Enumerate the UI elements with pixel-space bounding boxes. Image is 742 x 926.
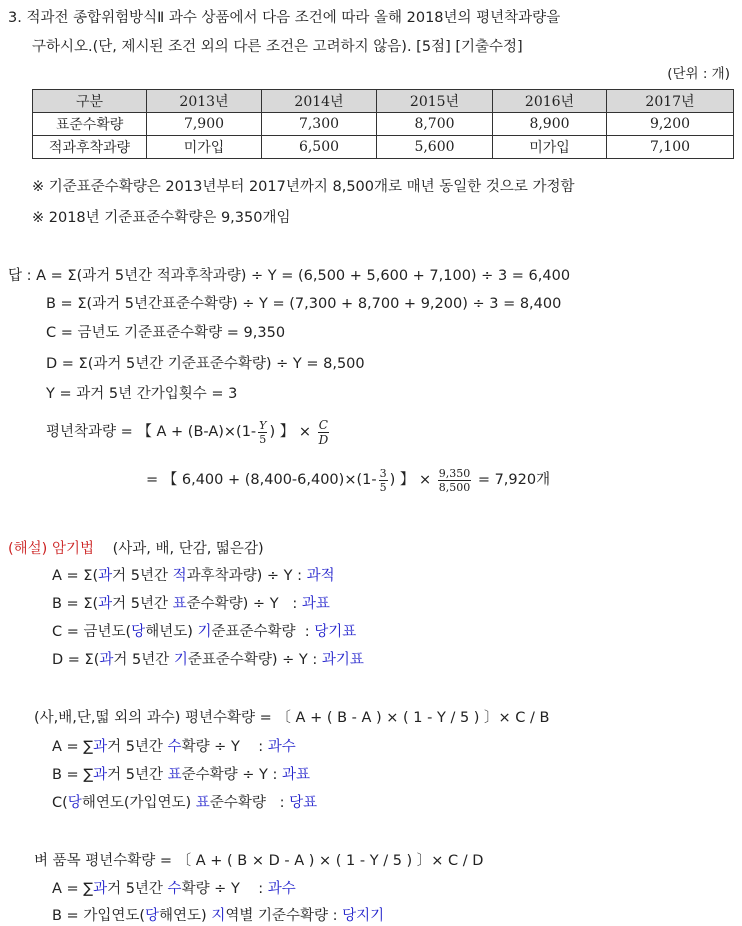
header-cell: 2017년: [607, 90, 734, 113]
section3-line-a: [52, 879, 296, 899]
explain-mid: 거 5년간: [112, 568, 173, 584]
explain-mid: 거 5년간: [107, 739, 168, 755]
answer-line-a: [8, 266, 570, 286]
mnemonic-tag: 과표: [301, 596, 330, 612]
section2-line-c: [52, 793, 317, 813]
highlight-char: 표: [195, 795, 210, 811]
explain-pre: B = ∑: [52, 767, 94, 783]
fraction-numerator: C: [318, 417, 328, 432]
explain-line-b: [52, 594, 330, 614]
header-cell: 2013년: [147, 90, 262, 113]
answer-y: Y = 과거 5년 간가입횟수 = 3: [46, 386, 238, 402]
section3-line-b: [52, 906, 384, 926]
explain-mid: 거 5년간: [107, 881, 168, 897]
unit-label: (단위 : 개): [667, 66, 730, 82]
highlight-char: 지: [211, 908, 226, 924]
highlight-char: 기: [173, 652, 188, 668]
header-cell: 2016년: [493, 90, 607, 113]
explain-pre: A = Σ(: [52, 568, 99, 584]
table-row: [33, 113, 734, 136]
fraction-denominator: D: [318, 432, 329, 447]
fraction-denominator: 5: [379, 480, 387, 494]
note-2: ※ 2018년 기준표준수확량은 9,350개임: [32, 210, 291, 226]
section2-line-a: [52, 737, 296, 757]
explain-mid: 준수확량) ÷ Y :: [186, 596, 302, 612]
question-text-1: 적과전 종합위험방식Ⅱ 과수 상품에서 다음 조건에 따라 올해 2018년의 평년착과량을: [26, 10, 561, 26]
explain-mid: 과후착과량) ÷ Y :: [186, 568, 307, 584]
highlight-char: 당: [67, 795, 82, 811]
section2-title: (사,배,단,떫 외의 과수) 평년수확량 = 〔 A + ( B - A ) × ( 1 - Y / 5 ) 〕× C / B: [34, 710, 550, 726]
mnemonic-tag: 당지기: [342, 908, 385, 924]
note-1: ※ 기준표준수확량은 2013년부터 2017년까지 8,500개로 매년 동일한 것으로 가정함: [32, 179, 575, 195]
explain-line-d: [52, 650, 364, 670]
header-cell: 구분: [33, 90, 147, 113]
highlight-char: 표: [167, 767, 182, 783]
fruit-list: (사과, 배, 단감, 떫은감): [112, 541, 264, 557]
explain-mid: 준수확량 :: [209, 795, 290, 811]
header-cell: 2014년: [262, 90, 377, 113]
fraction-numerator: Y: [259, 418, 267, 432]
explain-mid: 해년도): [145, 624, 198, 640]
mnemonic-tag: 과기표: [321, 652, 364, 668]
explain-mid: 해연도): [159, 908, 212, 924]
explain-mid: 확량 ÷ Y :: [181, 881, 268, 897]
highlight-char: 과: [99, 652, 114, 668]
answer-b: B = Σ(과거 5년간표준수확량) ÷ Y = (7,300 + 8,700 + 9,200) ÷ 3 = 8,400: [46, 296, 562, 312]
mnemonic-tag: 과적: [306, 568, 335, 584]
data-table: [32, 89, 734, 159]
table-cell: 6,500: [262, 136, 377, 159]
table-cell: 7,100: [607, 136, 734, 159]
explain-mid: 준표준수확량 :: [211, 624, 315, 640]
highlight-char: 과: [93, 881, 108, 897]
highlight-char: 수: [167, 739, 182, 755]
question-line-1: [8, 8, 560, 28]
answer-label: 답 :: [8, 268, 32, 284]
explain-mid: 역별 기준수확량 :: [225, 908, 343, 924]
calc-line: [146, 466, 550, 494]
explain-mid: 거 5년간: [113, 652, 174, 668]
fraction-3-over-5: [379, 468, 388, 493]
row-label: 적과후착과량: [33, 136, 147, 159]
mnemonic-tag: 과수: [267, 881, 296, 897]
explain-mid: 거 5년간: [112, 596, 173, 612]
explain-mid: 해연도(가입연도): [81, 795, 196, 811]
fraction-9350-over-8500: [438, 468, 472, 493]
explain-pre: D = Σ(: [52, 652, 100, 668]
table-row: [33, 136, 734, 159]
formula-close: ) 】 ×: [269, 424, 311, 440]
explain-pre: C(: [52, 795, 68, 811]
explain-label: (해설): [8, 541, 48, 557]
highlight-char: 과: [98, 596, 113, 612]
fraction-numerator: 9,350: [438, 466, 471, 480]
fraction-y-over-5: [258, 420, 267, 445]
explain-mid: 준표준수확량) ÷ Y :: [187, 652, 322, 668]
explain-pre: A = ∑: [52, 881, 94, 897]
explain-line-c: [52, 622, 356, 642]
highlight-char: 과: [93, 739, 108, 755]
table-cell: 미가입: [493, 136, 607, 159]
table-cell: 5,600: [377, 136, 493, 159]
answer-c: C = 금년도 기준표준수확량 = 9,350: [46, 325, 286, 341]
row-label: 표준수확량: [33, 113, 147, 136]
question-text-2: 구하시오.(단, 제시된 조건 외의 다른 조건은 고려하지 않음). [5점] [기출수정]: [32, 39, 523, 55]
explain-heading: [8, 539, 264, 559]
table-cell: 8,700: [377, 113, 493, 136]
highlight-char: 기: [197, 624, 212, 640]
answer-d: D = Σ(과거 5년간 기준표준수확량) ÷ Y = 8,500: [46, 356, 365, 372]
answer-a: A = Σ(과거 5년간 적과후착과량) ÷ Y = (6,500 + 5,600 + 7,100) ÷ 3 = 6,400: [36, 268, 571, 284]
highlight-char: 수: [167, 881, 182, 897]
explain-pre: B = Σ(: [52, 596, 99, 612]
fraction-c-over-d: [318, 419, 330, 446]
explain-pre: B = 가입연도(: [52, 908, 145, 924]
mnemonic-tag: 당기표: [314, 624, 357, 640]
highlight-char: 과: [93, 767, 108, 783]
explain-pre: A = ∑: [52, 739, 94, 755]
calc-close: ) 】 ×: [389, 472, 432, 488]
table-cell: 8,900: [493, 113, 607, 136]
table-cell: 9,200: [607, 113, 734, 136]
highlight-char: 과: [98, 568, 113, 584]
highlight-char: 당: [145, 908, 160, 924]
fraction-denominator: 8,500: [438, 480, 471, 494]
explain-mid: 준수확량 ÷ Y :: [181, 767, 282, 783]
table-cell: 7,300: [262, 113, 377, 136]
highlight-char: 당: [131, 624, 146, 640]
header-cell: 2015년: [377, 90, 493, 113]
mnemonic-tag: 과표: [281, 767, 310, 783]
section2-line-b: [52, 765, 310, 785]
formula-lead: 평년착과량 = 【 A + (B-A)×(1-: [46, 424, 257, 440]
calc-result: = 7,920개: [477, 472, 551, 488]
explain-mid: 거 5년간: [107, 767, 168, 783]
table-cell: 미가입: [147, 136, 262, 159]
explain-pre: C = 금년도(: [52, 624, 132, 640]
section3-title: 벼 품목 평년수확량 = 〔 A + ( B × D - A ) × ( 1 - Y / 5 ) 〕× C / D: [34, 853, 484, 869]
question-number: 3.: [8, 10, 22, 26]
mnemonic-tag: 당표: [289, 795, 318, 811]
explain-mid: 확량 ÷ Y :: [181, 739, 268, 755]
mnemonic-label: 암기법: [51, 541, 94, 557]
fraction-denominator: 5: [259, 432, 267, 446]
table-header-row: [33, 90, 734, 113]
explain-line-a: [52, 566, 335, 586]
fraction-numerator: 3: [379, 466, 387, 480]
mnemonic-tag: 과수: [267, 739, 296, 755]
highlight-char: 표: [172, 596, 187, 612]
table-cell: 7,900: [147, 113, 262, 136]
calc-lead: = 【 6,400 + (8,400-6,400)×(1-: [146, 472, 377, 488]
formula-line: [46, 418, 331, 446]
highlight-char: 적: [172, 568, 187, 584]
